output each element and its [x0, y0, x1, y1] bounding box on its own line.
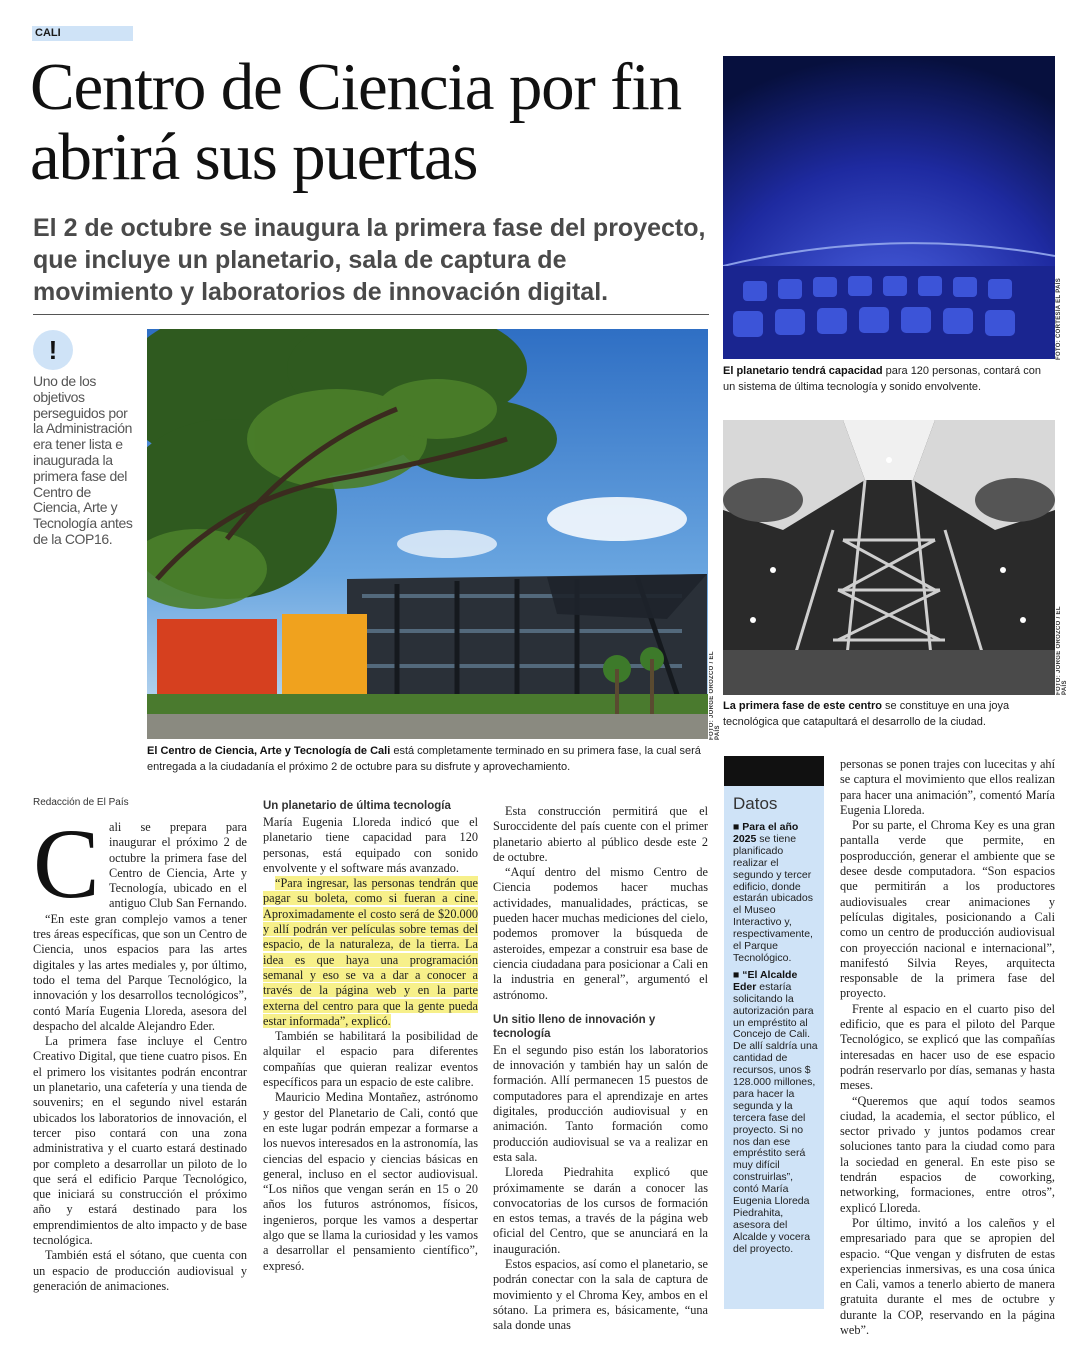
paragraph: personas se ponen trajes con lucecitas y ahí se captura el movimiento que ellos realizan para hacer una animación”, comentó María Eugenia Lloreda. — [840, 757, 1055, 817]
byline: Redacción de El País — [33, 797, 129, 808]
drop-cap: C — [33, 808, 100, 919]
datos-item-text: se tiene planificado realizar el segundo y tercer edificio, donde estarán ubicados el Museo Interactivo y, respectivamente, el Parque Tecnológico. — [733, 832, 813, 964]
datos-item-bold: ■ “El Alcalde Eder — [733, 968, 798, 993]
datos-body — [733, 822, 819, 1261]
subheading: Un planetario de última tecnología — [263, 800, 451, 812]
datos-box — [724, 756, 824, 1309]
planetarium-illustration — [723, 56, 1055, 359]
headline: Centro de Ciencia por fin abrirá sus puertas — [30, 50, 681, 194]
datos-item — [733, 970, 819, 1256]
paragraph: También se habilitará la posibilidad de alquilar el espacio para diferentes compañías que quieran realizar eventos específicos para un espacio de este calibre. — [263, 1029, 478, 1090]
paragraph: ali se prepara para inaugurar el próximo 2 de octubre la primera fase del Centro de Ciencia, Arte y Tecnología, ubicado en el antiguo Club San Fernando. — [109, 820, 247, 911]
paragraph: Por último, invitó a los caleños y el empresariado para que se apropien del espacio. “Que vengan y disfruten de estas experiencias inmersivas, es una cosa única en Cali, vamos a tenerlo abierto de manera gratuita durante el mes de octubre y durante la COP, reservando en la página web”. — [840, 1215, 1055, 1337]
datos-item-bold: ■ Para el año 2025 — [733, 821, 799, 845]
divider — [33, 314, 709, 315]
paragraph: María Eugenia Lloreda indicó que el planetario tiene capacidad para 120 personas, está equipado con sonido envolvente y el software más avanzado. — [263, 815, 478, 875]
interior-photo-credit: FOTO: JORGE OROZCO / EL PAÍS — [1056, 606, 1068, 695]
article-column-2 — [263, 799, 478, 1274]
paragraph: Lloreda Piedrahita explicó que próximamente se darán a conocer las convocatorias de los cursos de formación en estos temas, a través de la página web oficial del Centro, que se anunciará en la inauguración. — [493, 1165, 708, 1256]
subheading: Un sitio lleno de innovación y tecnología — [493, 1013, 656, 1040]
planetarium-photo-credit: FOTO: CORTESÍA EL PAÍS — [1056, 277, 1062, 360]
paragraph: “En este gran complejo vamos a tener tres áreas específicas, que son un Centro de Ciencia, unos espacios para las artes digitales y las artes mediales y, por último, todo el tema del Parque Tecnológico, la innovación y los desarrollos tecnológicos”, contó María Eugenia Lloreda, asesora del despacho del alcalde Alejandro Eder. — [33, 911, 247, 1033]
datos-item-text: estaría solicitando la autorización para un empréstito al Concejo de Cali. De allí saldría una cantidad de recursos, unos $ 128.000 millones, para hacer la segunda y la tercera fase del proyecto. Si no nos dan ese empréstito será muy difícil construirlas”, contó María Eugenia Lloreda Piedrahita, asesora del Alcalde y vocera del proyecto. — [733, 980, 818, 1255]
planetarium-caption-bold: El planetario tendrá capacidad — [723, 365, 883, 377]
interior-illustration — [723, 420, 1055, 695]
paragraph: Estos espacios, así como el planetario, se podrán conectar con la sala de captura de movimiento y el Chroma Key, ambos en el sótano. La primera es, básicamente, “una sala donde unas — [493, 1257, 708, 1333]
sidebar-note: Uno de los objetivos perseguidos por la Administración era tener lista e inaugurada la primera fase del Centro de Ciencia, Arte y Tecnología antes de la COP16. — [33, 373, 133, 547]
datos-header-bar — [724, 756, 824, 786]
paragraph: Mauricio Medina Montañez, astrónomo y gestor del Planetario de Cali, contó que en este lugar podrán empezar a formarse a los nuevos interesados en la astronomía, las ciencias del espacio y ciencias básicas en general, incluso en el sector audiovisual. “Los niños que vengan serán en 15 o 20 años los futuros astrónomos, físicos, ingenieros, porque les vamos a despertar algo que se llama la curiosidad y les vamos a desarrollar el pensamiento científico”, expresó. — [263, 1090, 478, 1273]
highlighted-quote — [263, 876, 478, 1029]
planetarium-caption — [723, 363, 1053, 395]
datos-item — [733, 822, 819, 965]
main-photo — [147, 329, 708, 739]
planetarium-caption-text: para 120 personas, contará con un sistema de última tecnología y sonido envolvente. — [723, 365, 1041, 393]
main-caption-text: está completamente terminado en su primera fase, la cual será entregada a la ciudadanía el próximo 2 de octubre para su disfrute y aprovechamiento. — [147, 745, 701, 773]
interior-photo — [723, 420, 1055, 695]
highlight: “Para ingresar, las personas tendrán que pagar su boleta, como si fueran a cine. Aproximadamente el costo será de $20.000 y allí podrán ver películas sobre temas del espacio, de la naturaleza, de la tierra. La idea es que haya una programación semanal y eso se va a dar a conocer a través de la página web y en la parte externa del centro para que la gente pueda estar informada”, explicó. — [263, 876, 478, 1028]
article-column-4 — [840, 757, 1055, 1338]
paragraph: “Queremos que aquí todos seamos ciudad, la academia, el sector público, el sector privado y juntos podamos crear soluciones tanto para la ciudad como para la sociedad en general. En este piso se tendrán espacios de coworking, networking, formaciones, entre otros”, explicó Lloreda. — [840, 1093, 1055, 1215]
paragraph: La primera fase incluye el Centro Creativo Digital, que tiene cuatro pisos. En el primero los visitantes podrán encontrar un planetario, una cafetería y una tienda de souvenirs; en el segundo nivel estarán ubicados los laboratorios de innovación, el tercer piso contará con una zona administrativa y el cuarto estará destinado por completo a desarrollar un piloto de lo que será el edificio Parque Tecnológico, que iniciará su construcción el próximo año y estará destinado para los emprendimientos de alto impacto y de base tecnológica. — [33, 1034, 247, 1248]
subhead: El 2 de octubre se inaugura la primera fase del proyecto, que incluye un planetario, sala de captura de movimiento y laboratorios de innovación digital. — [33, 214, 706, 306]
paragraph: Frente al espacio en el cuarto piso del edificio, que es para el piloto del Parque Tecnológico, se explicó que las compañías interesadas en hacer uso de ese espacio podrán reservarlo por días, semanas y hasta meses. — [840, 1001, 1055, 1093]
exclamation-icon: ! — [33, 330, 73, 370]
article-column-3 — [493, 804, 708, 1334]
planetarium-photo — [723, 56, 1055, 359]
paragraph: Por su parte, el Chroma Key es una gran pantalla verde que permite, en posproducción, generar el ambiente que se desee desde computadora. “Son espacios que permitirán a los productores audiovisuales crear animaciones y películas digitales, posicionando a Cali como un centro de producción audiovisual con proyección nacional e internacional”, manifestó Silvia Reyes, arquitecta responsable de la primera fase del proyecto. — [840, 818, 1055, 1001]
datos-title: Datos — [733, 794, 778, 813]
interior-caption-text: se constituye en una joya tecnológica que catapultará el desarrollo de la ciudad. — [723, 700, 1010, 728]
section-tag: CALI — [32, 26, 133, 41]
main-photo-credit: FOTO: JORGE OROZCO / EL PAÍS — [709, 651, 721, 740]
paragraph: En el segundo piso están los laboratorios de innovación y también hay un salón de formación. Allí permanecen 15 puestos de computadores para el aprendizaje en artes digitales, producción audiovisual y en animación. Tanto formación como producción audiovisual se va a realizar en esta sala. — [493, 1042, 708, 1164]
paragraph: Esta construcción permitirá que el Suroccidente del país cuente con el primer planetario abierto al público desde este 2 de octubre. — [493, 804, 708, 864]
interior-caption-bold: La primera fase de este centro — [723, 700, 882, 712]
interior-caption — [723, 698, 1053, 730]
main-caption-bold: El Centro de Ciencia, Arte y Tecnología de Cali — [147, 745, 391, 757]
building-illustration — [147, 329, 708, 739]
main-photo-caption — [147, 743, 707, 775]
paragraph: También está el sótano, que cuenta con un espacio de producción audiovisual y generación de animaciones. — [33, 1248, 247, 1293]
article-column-1 — [33, 808, 247, 1294]
paragraph: “Aquí dentro del mismo Centro de Ciencia podemos hacer muchas actividades, manualidades, prácticas, se pueden hacer muchas mediciones del cielo, podemos promover la búsqueda de asteroides, empezar a construir esa base de ciencia ciudadana para posicionar a Cali en la industria en general”, argumentó el astrónomo. — [493, 865, 708, 1002]
